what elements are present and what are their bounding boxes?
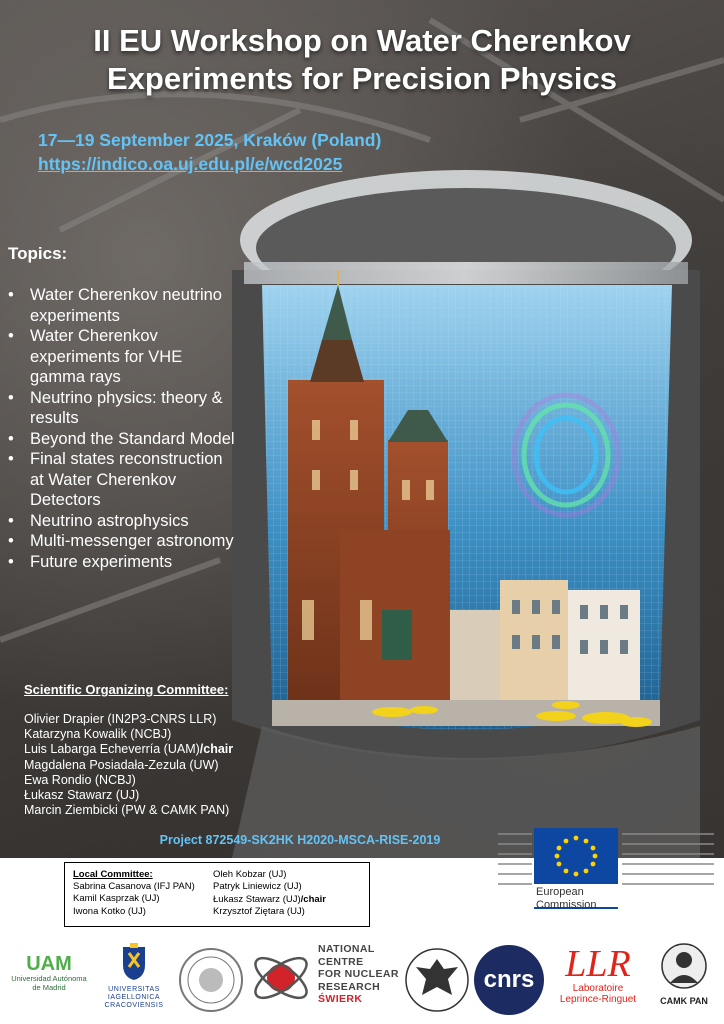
ec-label xyxy=(536,886,597,912)
uam-name-1: Universidad Autónoma xyxy=(11,974,87,983)
local-member xyxy=(213,894,326,906)
uj-name-2: IAGELLONICA xyxy=(107,994,161,1001)
topic-item: • Multi-messenger astronomy xyxy=(8,531,240,552)
local-member: Sabrina Casanova (IFJ PAN) xyxy=(73,881,195,892)
llr-name-2: Leprince-Ringuet xyxy=(559,994,637,1005)
soc-heading: Scientific Organizing Committee: xyxy=(24,682,229,697)
ncbj-name-3: FOR NUCLEAR xyxy=(318,968,399,980)
ncbj-name-5: ŚWIERK xyxy=(318,993,363,1005)
topic-item: • Final states reconstruction at Water Cherenkov Detectors xyxy=(8,449,240,511)
local-chair-suffix: /chair xyxy=(300,893,326,905)
local-committee-box xyxy=(64,862,370,927)
llr-name-1: Laboratoire xyxy=(572,983,624,994)
event-dates: 17—19 September 2025, Kraków (Poland) xyxy=(38,130,382,150)
title-line-1: II EU Workshop on Water Cherenkov xyxy=(93,23,631,58)
uj-name-1: UNIVERSITAS xyxy=(108,986,160,993)
topic-item: • Water Cherenkov experiments for VHE gamma rays xyxy=(8,326,240,388)
ncbj-text xyxy=(318,943,399,1006)
uj-logo xyxy=(96,943,172,1010)
ec-label-line: Commission xyxy=(536,899,597,911)
soc-member xyxy=(24,742,233,757)
local-member: Oleh Kobzar (UJ) xyxy=(213,869,287,880)
uw-eagle-icon xyxy=(404,941,470,1019)
copernicus-portrait-icon xyxy=(659,941,709,991)
soc-member: Marcin Ziembicki (PW & CAMK PAN) xyxy=(24,803,230,818)
uam-logo xyxy=(8,953,90,992)
local-chair-name: Łukasz Stawarz (UJ) xyxy=(213,893,301,905)
topics-list xyxy=(8,285,240,572)
ncbj-name-1: NATIONAL xyxy=(318,943,375,955)
topic-item: • Neutrino astrophysics xyxy=(8,511,240,532)
topic-item: • Water Cherenkov neutrino experiments xyxy=(8,285,240,326)
pw-seal-icon xyxy=(178,947,244,1013)
ncbj-atom-icon xyxy=(248,945,314,1011)
local-column-2 xyxy=(213,869,326,918)
poster-title xyxy=(0,22,724,98)
uj-name-3: CRACOVIENSIS xyxy=(104,1002,164,1009)
camk-name: CAMK PAN xyxy=(660,996,708,1006)
uam-mark: UAM xyxy=(26,953,72,975)
european-commission-logo xyxy=(498,826,714,916)
soc-list xyxy=(24,712,233,818)
soc-member-name: Luis Labarga Echeverría (UAM) xyxy=(24,742,200,757)
ec-label-line: European xyxy=(536,886,584,898)
title-line-2: Experiments for Precision Physics xyxy=(107,61,617,96)
local-member: Patryk Liniewicz (UJ) xyxy=(213,881,302,893)
uam-name-2: de Madrid xyxy=(32,982,66,992)
project-code: Project 872549-SK2HK H2020-MSCA-RISE-2019 xyxy=(159,833,441,847)
topic-item: • Future experiments xyxy=(8,552,240,573)
soc-member: Ewa Rondio (NCBJ) xyxy=(24,772,136,787)
ncbj-name-2: CENTRE xyxy=(318,955,364,968)
local-member: Krzysztof Ziętara (UJ) xyxy=(213,905,305,917)
partner-logos xyxy=(0,935,724,1024)
soc-member: Olivier Drapier (IN2P3-CNRS LLR) xyxy=(24,712,217,726)
local-column-1 xyxy=(73,881,195,918)
uj-crest-icon xyxy=(121,943,147,981)
camk-logo xyxy=(652,941,716,1006)
local-member: Iwona Kotko (UJ) xyxy=(73,905,146,917)
topic-item: • Beyond the Standard Model xyxy=(8,429,240,450)
topic-item: • Neutrino physics: theory & results xyxy=(8,388,240,429)
llr-logo xyxy=(548,945,648,1005)
llr-mark: LLR xyxy=(565,943,631,985)
topics-heading: Topics: xyxy=(8,244,68,263)
chair-suffix: /chair xyxy=(199,742,234,757)
local-heading: Local Committee: xyxy=(73,869,153,880)
soc-member: Łukasz Stawarz (UJ) xyxy=(24,788,140,803)
event-url-link[interactable]: https://indico.oa.uj.edu.pl/e/wcd2025 xyxy=(38,154,343,174)
soc-member: Magdalena Posiadała-Zezula (UW) xyxy=(24,757,219,772)
local-member: Kamil Kasprzak (UJ) xyxy=(73,893,160,905)
ncbj-name-4: RESEARCH xyxy=(318,980,381,993)
cnrs-logo: cnrs xyxy=(474,945,544,1015)
soc-member: Katarzyna Kowalik (NCBJ) xyxy=(24,727,172,742)
